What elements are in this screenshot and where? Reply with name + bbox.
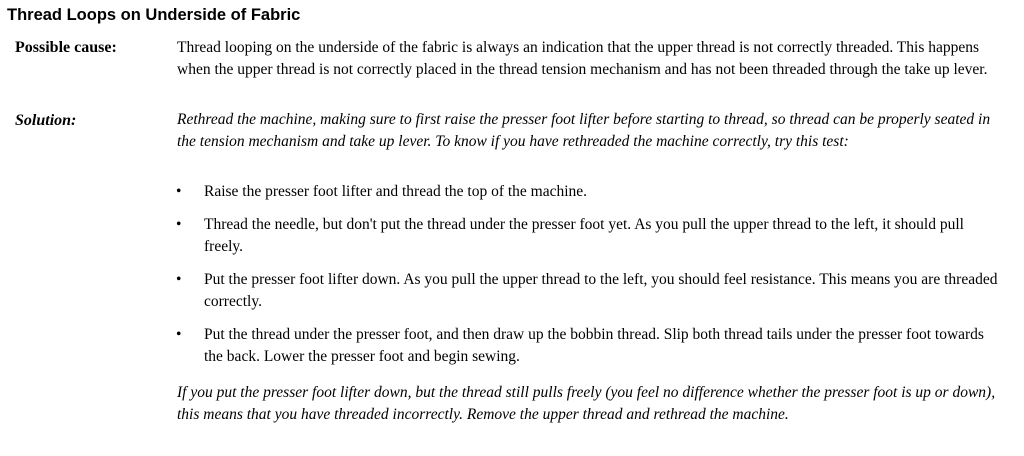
solution-text: Rethread the machine, making sure to first raise the presser foot lifter before starting to thread, so thread can be properly seated in the tension mechanism and take up lever. To know if you have rethreaded the machine correctly, try this test: bbox=[177, 111, 991, 150]
list-item bbox=[170, 269, 1002, 313]
step-text: Put the thread under the presser foot, and then draw up the bobbin thread. Slip both thread tails under the presser foot towards the back. Lower the presser foot and begin sewing. bbox=[204, 326, 984, 365]
possible-cause-label: Possible cause: bbox=[15, 39, 117, 56]
bullet-icon: • bbox=[176, 271, 182, 288]
list-item bbox=[170, 181, 1002, 203]
bullet-icon: • bbox=[176, 216, 182, 233]
possible-cause-text: Thread looping on the underside of the fabric is always an indication that the upper thread is not correctly threaded. This happens when the upper thread is not correctly placed in the thread tension mechanism and has not been threaded through the take up lever. bbox=[177, 39, 988, 78]
solution-label: Solution: bbox=[15, 112, 77, 129]
test-result-note: If you put the presser foot lifter down, but the thread still pulls freely (you feel no difference whether the presser foot is up or down), this means that you have threaded incorrectly. Remove the upper thread and rethread the machine. bbox=[177, 384, 996, 423]
test-steps-list bbox=[170, 181, 1002, 379]
section-title: Thread Loops on Underside of Fabric bbox=[7, 6, 301, 24]
list-item bbox=[170, 214, 1002, 258]
step-text: Raise the presser foot lifter and thread the top of the machine. bbox=[204, 183, 588, 200]
list-item bbox=[170, 324, 1002, 368]
bullet-icon: • bbox=[176, 183, 182, 200]
bullet-icon: • bbox=[176, 326, 182, 343]
step-text: Put the presser foot lifter down. As you pull the upper thread to the left, you should feel resistance. This means you are threaded correctly. bbox=[204, 271, 998, 310]
step-text: Thread the needle, but don't put the thread under the presser foot yet. As you pull the upper thread to the left, it should pull freely. bbox=[204, 216, 964, 255]
